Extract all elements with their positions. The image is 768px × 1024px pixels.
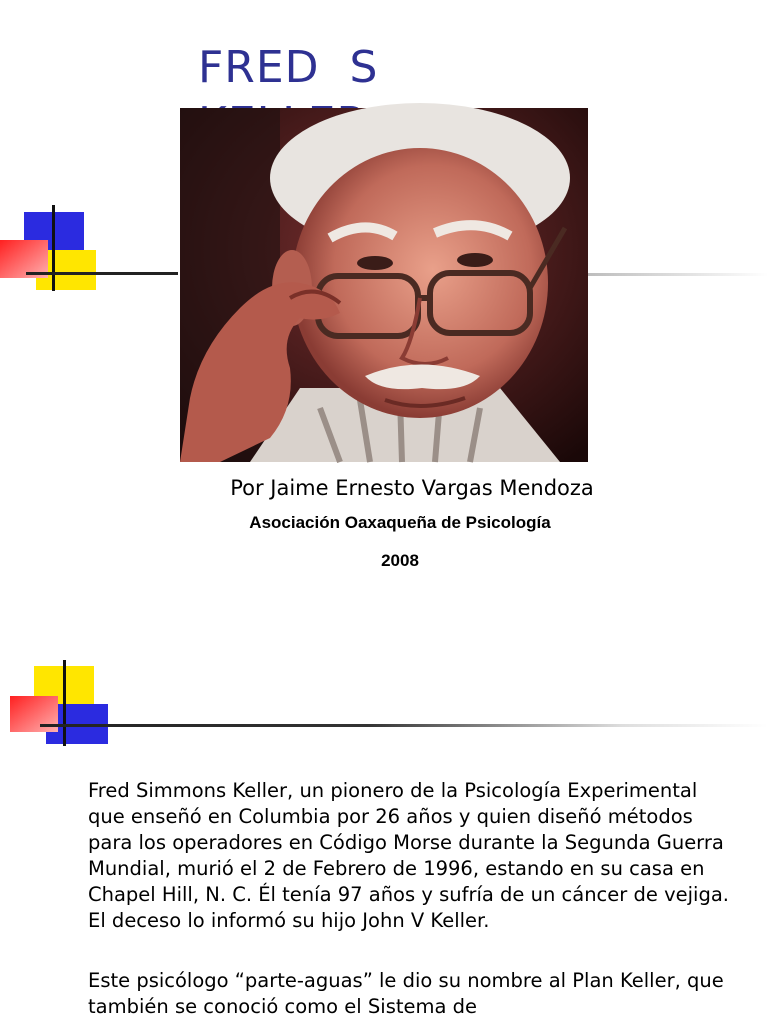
horizontal-rule — [40, 724, 768, 727]
year: 2008 — [381, 551, 419, 570]
vertical-rule — [52, 205, 55, 291]
portrait-photo — [180, 108, 588, 462]
vertical-rule — [63, 660, 66, 746]
portrait-image — [180, 108, 588, 462]
paragraph-keller-plan: Este psicólogo “parte-aguas” le dio su nombre al Plan Keller, que también se conoció como el Sistema de — [88, 969, 724, 1018]
paragraph-biography: Fred Simmons Keller, un pionero de la Psicología Experimental que enseñó en Columbia por 26 años y quien diseñó métodos para los operadores en Código Morse durante la Segunda Guerra Mundial, murió el 2 de Febrero de 1996, estando en su casa en Chapel Hill, N. C. Él tenía 97 años y sufría de un cáncer de vejiga. El deceso lo informó su hijo John V Keller. — [88, 779, 729, 932]
slide-title: FRED S — [198, 42, 379, 93]
association-name: Asociación Oaxaqueña de Psicología — [249, 513, 551, 532]
horizontal-rule-right — [588, 273, 768, 276]
horizontal-rule-left — [26, 272, 178, 275]
author-name: Por Jaime Ernesto Vargas Mendoza — [230, 476, 594, 500]
